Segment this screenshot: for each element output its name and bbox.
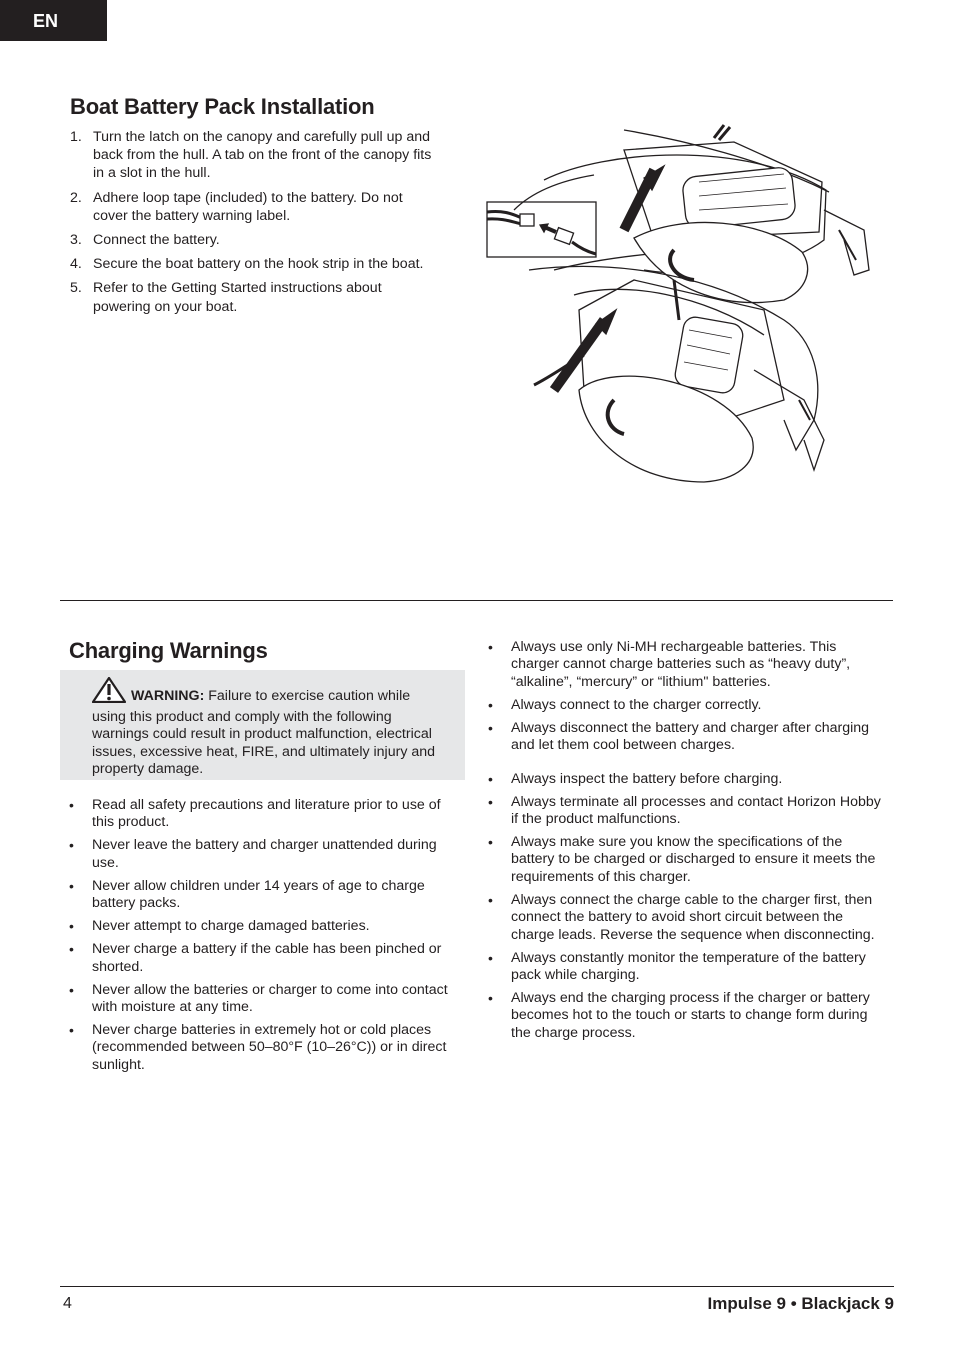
footer-divider <box>60 1286 894 1287</box>
charging-title: Charging Warnings <box>69 638 268 663</box>
installation-steps <box>70 128 432 322</box>
list-item: • Always make sure you know the specifications of the battery to be charged or discharged to ensure it meets the requirements of this charger. <box>488 834 888 886</box>
list-item: • Always inspect the battery before charging. <box>488 771 888 788</box>
warning-text: Failure to exercise caution while using this product and comply with the following warnings could result in product malfunction, electrical issues, excessive heat, FIRE, and ultimately injury and property damage. <box>92 688 436 778</box>
battery-installation-illustration <box>484 120 884 492</box>
list-item: • Always end the charging process if the charger or battery becomes hot to the touch or starts to change form during the charge process. <box>488 990 888 1042</box>
charging-warnings-right <box>488 639 888 1048</box>
page-number: 4 <box>63 1295 72 1312</box>
installation-step: 4. Secure the boat battery on the hook strip in the boat. <box>70 256 424 273</box>
list-item: • Read all safety precautions and literature prior to use of this product. <box>69 797 464 832</box>
list-item: • Always disconnect the battery and charger after charging and let them cool between charges. <box>488 720 888 755</box>
list-item: • Never charge a battery if the cable has been pinched or shorted. <box>69 941 464 976</box>
list-item: • Always use only Ni-MH rechargeable batteries. This charger cannot charge batteries such as “heavy duty”, “alkaline”, “mercury” or “lithium" batteries. <box>488 639 888 691</box>
list-item: • Never leave the battery and charger unattended during use. <box>69 837 464 872</box>
footer-title: Impulse 9 • Blackjack 9 <box>707 1294 894 1313</box>
list-item: • Always connect to the charger correctly. <box>488 697 888 714</box>
list-item: • Always connect the charge cable to the charger first, then connect the battery to avoid short circuit between the charge leads. Reverse the sequence when disconnecting. <box>488 892 888 944</box>
list-item: • Never allow the batteries or charger to come into contact with moisture at any time. <box>69 982 464 1017</box>
installation-title: Boat Battery Pack Installation <box>70 94 375 119</box>
list-item: • Always constantly monitor the temperature of the battery pack while charging. <box>488 950 888 985</box>
installation-step: 3. Connect the battery. <box>70 232 220 249</box>
language-tab: EN <box>0 0 107 41</box>
list-item: • Never attempt to charge damaged batteries. <box>69 918 464 935</box>
list-item: • Never allow children under 14 years of age to charge battery packs. <box>69 878 464 913</box>
connector-inset <box>487 202 596 257</box>
warning-box <box>60 670 465 780</box>
list-item: • Always terminate all processes and contact Horizon Hobby if the product malfunctions. <box>488 794 888 829</box>
installation-step: 1. Turn the latch on the canopy and carefully pull up and back from the hull. A tab on the front of the canopy fits in a slot in the hull. <box>70 129 432 182</box>
list-item: • Never charge batteries in extremely hot or cold places (recommended between 50–80°F (10–26°C)) or in direct sunlight. <box>69 1022 464 1074</box>
section-divider <box>60 600 893 601</box>
installation-step: 2. Adhere loop tape (included) to the battery. Do not cover the battery warning label. <box>70 189 403 224</box>
warning-icon <box>92 677 126 709</box>
installation-step: 5. Refer to the Getting Started instructions about powering on your boat. <box>70 280 382 315</box>
charging-warnings-left <box>69 797 464 1080</box>
warning-label: WARNING: <box>131 688 205 704</box>
